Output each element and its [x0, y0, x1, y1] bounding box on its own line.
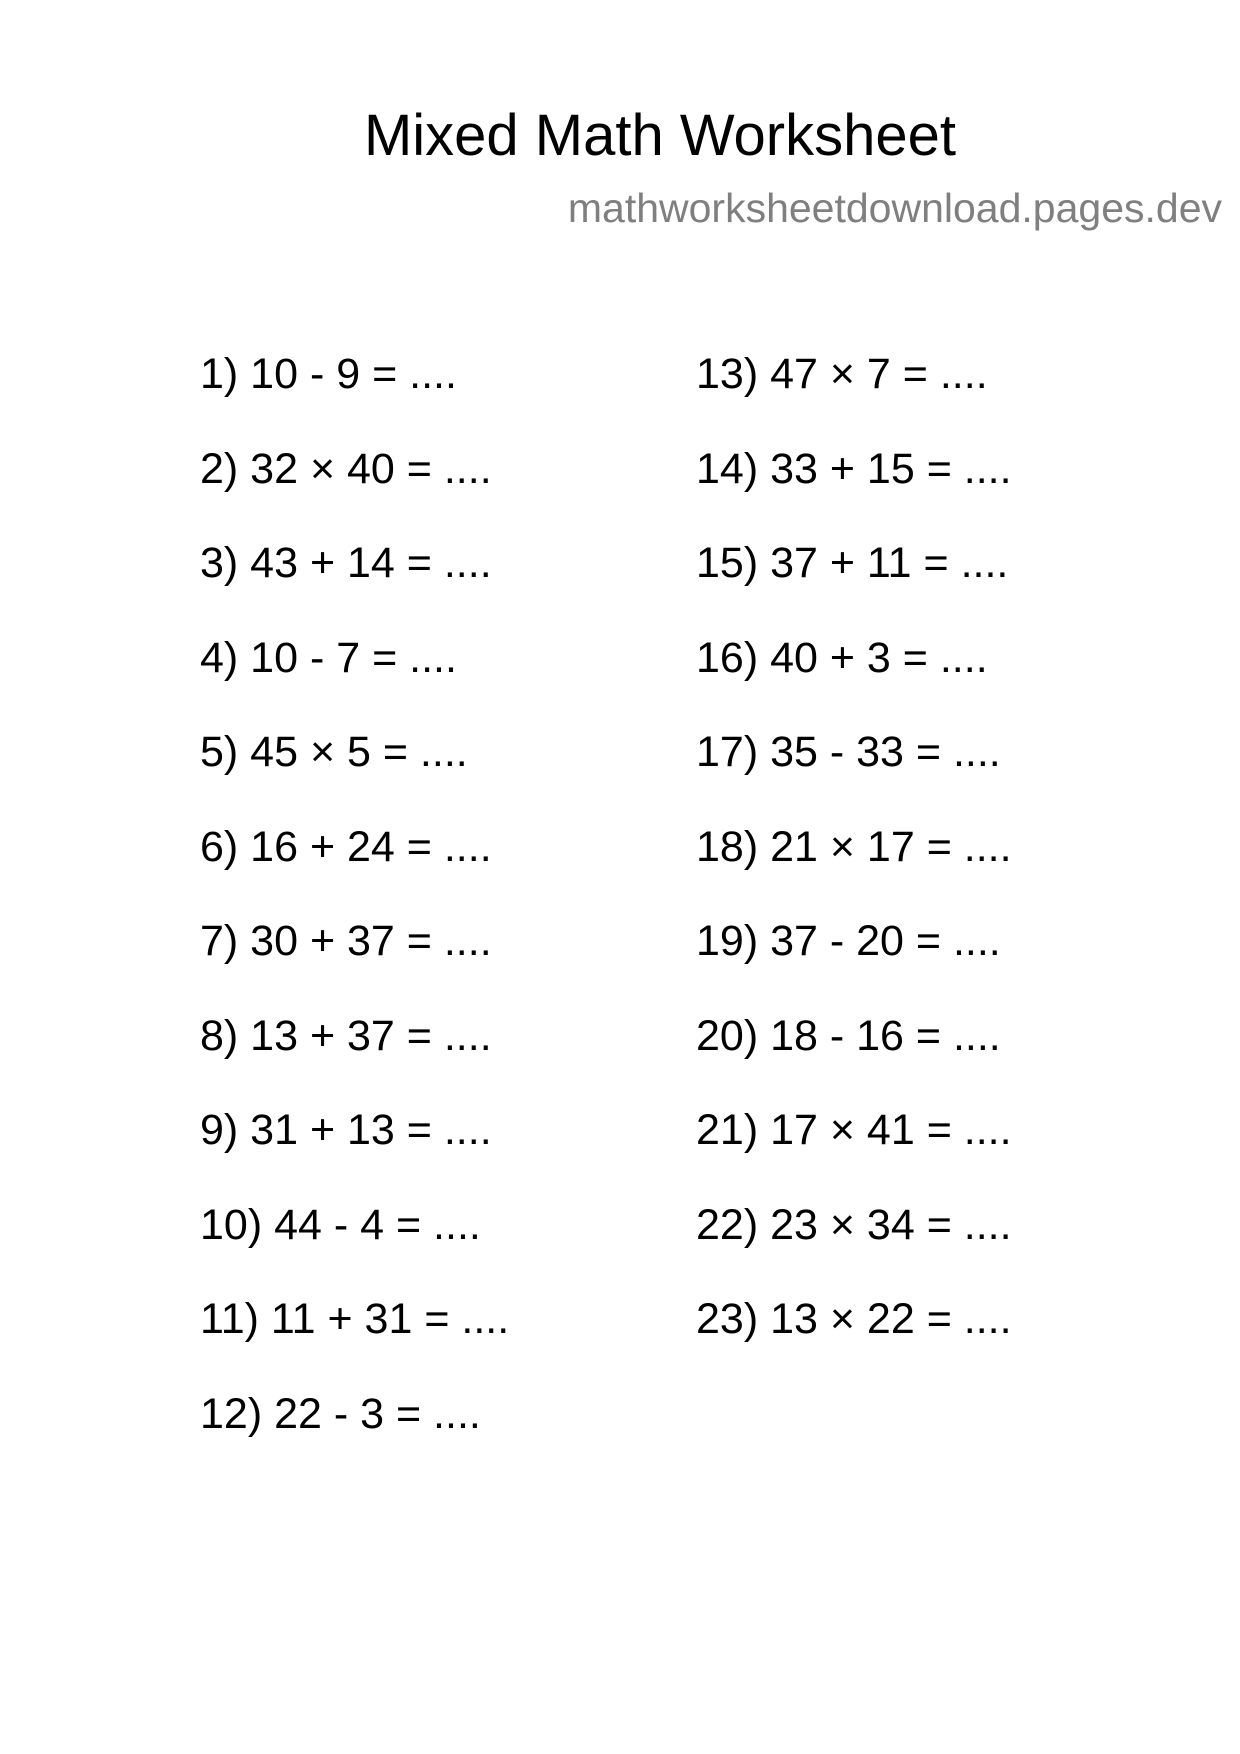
- problem-item: 6) 16 + 24 = ....: [200, 822, 492, 871]
- problem-item: 3) 43 + 14 = ....: [200, 539, 492, 587]
- problem-item: 22) 23 × 34 = ....: [696, 1200, 1012, 1249]
- problem-item: 2) 32 × 40 = ....: [200, 444, 492, 493]
- problem-item: 10) 44 - 4 = ....: [200, 1200, 481, 1249]
- page-title: Mixed Math Worksheet: [363, 103, 957, 168]
- problem-item: 13) 47 × 7 = ....: [696, 350, 988, 398]
- problem-item: 9) 31 + 13 = ....: [200, 1106, 492, 1154]
- problem-item: 4) 10 - 7 = ....: [200, 633, 457, 682]
- problem-item: 19) 37 - 20 = ....: [696, 917, 1001, 965]
- problem-item: 7) 30 + 37 = ....: [200, 917, 492, 965]
- problem-item: 11) 11 + 31 = ....: [200, 1295, 510, 1343]
- problem-item: 17) 35 - 33 = ....: [696, 728, 1001, 776]
- problem-item: 16) 40 + 3 = ....: [696, 633, 988, 682]
- problem-item: 5) 45 × 5 = ....: [200, 728, 468, 776]
- problem-item: 18) 21 × 17 = ....: [696, 822, 1012, 871]
- problem-item: 12) 22 - 3 = ....: [200, 1389, 481, 1438]
- problem-item: 20) 18 - 16 = ....: [696, 1011, 1001, 1060]
- source-url: mathworksheetdownload.pages.dev: [567, 185, 1222, 231]
- problem-item: 15) 37 + 11 = ....: [696, 539, 1009, 587]
- problem-item: 21) 17 × 41 = ....: [696, 1106, 1012, 1154]
- problem-item: 8) 13 + 37 = ....: [200, 1011, 492, 1060]
- problem-item: 23) 13 × 22 = ....: [696, 1295, 1012, 1343]
- problem-item: 14) 33 + 15 = ....: [696, 444, 1012, 493]
- problem-item: 1) 10 - 9 = ....: [200, 350, 457, 398]
